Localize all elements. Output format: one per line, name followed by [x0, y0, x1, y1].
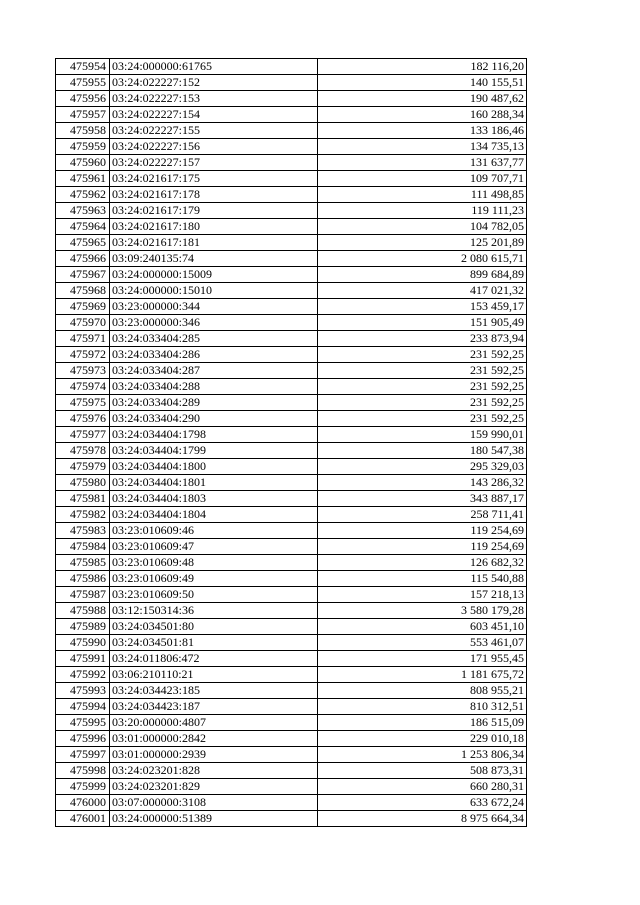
cadastral-number-cell: 03:23:010609:50 — [110, 587, 318, 603]
table-row — [56, 331, 527, 347]
row-number-cell: 475955 — [56, 75, 110, 91]
cadastral-number-cell: 03:23:010609:48 — [110, 555, 318, 571]
value-cell: 182 116,20 — [318, 59, 527, 75]
cadastral-number-cell: 03:24:021617:178 — [110, 187, 318, 203]
cadastral-number-cell: 03:23:010609:49 — [110, 571, 318, 587]
row-number-cell: 475967 — [56, 267, 110, 283]
table-row — [56, 91, 527, 107]
value-cell: 126 682,32 — [318, 555, 527, 571]
table-row — [56, 59, 527, 75]
row-number-cell: 475981 — [56, 491, 110, 507]
row-number-cell: 475979 — [56, 459, 110, 475]
table-row — [56, 523, 527, 539]
table-row — [56, 139, 527, 155]
table-row — [56, 123, 527, 139]
table-row — [56, 427, 527, 443]
cadastral-number-cell: 03:06:210110:21 — [110, 667, 318, 683]
cadastral-number-cell: 03:24:034404:1801 — [110, 475, 318, 491]
cadastral-number-cell: 03:24:000000:51389 — [110, 811, 318, 827]
value-cell: 810 312,51 — [318, 699, 527, 715]
row-number-cell: 475962 — [56, 187, 110, 203]
cadastral-number-cell: 03:24:033404:285 — [110, 331, 318, 347]
table-row — [56, 299, 527, 315]
table-row — [56, 363, 527, 379]
cadastral-number-cell: 03:24:022227:152 — [110, 75, 318, 91]
table-row — [56, 491, 527, 507]
table-row — [56, 347, 527, 363]
value-cell: 899 684,89 — [318, 267, 527, 283]
cadastral-number-cell: 03:24:011806:472 — [110, 651, 318, 667]
cadastral-number-cell: 03:24:033404:288 — [110, 379, 318, 395]
cadastral-number-cell: 03:24:034423:187 — [110, 699, 318, 715]
cadastral-number-cell: 03:24:034404:1798 — [110, 427, 318, 443]
value-cell: 109 707,71 — [318, 171, 527, 187]
table-row — [56, 267, 527, 283]
registry-table — [55, 58, 527, 827]
table-row — [56, 411, 527, 427]
value-cell: 134 735,13 — [318, 139, 527, 155]
table-row — [56, 619, 527, 635]
value-cell: 343 887,17 — [318, 491, 527, 507]
value-cell: 190 487,62 — [318, 91, 527, 107]
cadastral-number-cell: 03:09:240135:74 — [110, 251, 318, 267]
value-cell: 660 280,31 — [318, 779, 527, 795]
value-cell: 231 592,25 — [318, 411, 527, 427]
value-cell: 2 080 615,71 — [318, 251, 527, 267]
row-number-cell: 475971 — [56, 331, 110, 347]
value-cell: 229 010,18 — [318, 731, 527, 747]
value-cell: 808 955,21 — [318, 683, 527, 699]
row-number-cell: 475972 — [56, 347, 110, 363]
cadastral-number-cell: 03:24:034501:80 — [110, 619, 318, 635]
table-row — [56, 715, 527, 731]
row-number-cell: 475987 — [56, 587, 110, 603]
cadastral-number-cell: 03:01:000000:2939 — [110, 747, 318, 763]
row-number-cell: 475977 — [56, 427, 110, 443]
row-number-cell: 475994 — [56, 699, 110, 715]
cadastral-number-cell: 03:24:022227:157 — [110, 155, 318, 171]
table-row — [56, 251, 527, 267]
value-cell: 1 253 806,34 — [318, 747, 527, 763]
row-number-cell: 475989 — [56, 619, 110, 635]
row-number-cell: 475980 — [56, 475, 110, 491]
table-row — [56, 699, 527, 715]
row-number-cell: 476001 — [56, 811, 110, 827]
row-number-cell: 475999 — [56, 779, 110, 795]
value-cell: 8 975 664,34 — [318, 811, 527, 827]
table-row — [56, 747, 527, 763]
row-number-cell: 475975 — [56, 395, 110, 411]
table-row — [56, 667, 527, 683]
row-number-cell: 475998 — [56, 763, 110, 779]
row-number-cell: 475958 — [56, 123, 110, 139]
table-row — [56, 443, 527, 459]
row-number-cell: 475997 — [56, 747, 110, 763]
table-row — [56, 475, 527, 491]
value-cell: 119 111,23 — [318, 203, 527, 219]
cadastral-number-cell: 03:01:000000:2842 — [110, 731, 318, 747]
cadastral-number-cell: 03:24:000000:15009 — [110, 267, 318, 283]
row-number-cell: 475968 — [56, 283, 110, 299]
value-cell: 233 873,94 — [318, 331, 527, 347]
table-row — [56, 651, 527, 667]
cadastral-number-cell: 03:12:150314:36 — [110, 603, 318, 619]
table-row — [56, 507, 527, 523]
value-cell: 231 592,25 — [318, 363, 527, 379]
table-row — [56, 635, 527, 651]
row-number-cell: 475988 — [56, 603, 110, 619]
row-number-cell: 475970 — [56, 315, 110, 331]
table-row — [56, 603, 527, 619]
cadastral-number-cell: 03:23:000000:346 — [110, 315, 318, 331]
row-number-cell: 475976 — [56, 411, 110, 427]
cadastral-number-cell: 03:24:021617:181 — [110, 235, 318, 251]
table-row — [56, 171, 527, 187]
cadastral-number-cell: 03:24:033404:289 — [110, 395, 318, 411]
cadastral-number-cell: 03:24:022227:153 — [110, 91, 318, 107]
row-number-cell: 475983 — [56, 523, 110, 539]
cadastral-number-cell: 03:24:034404:1799 — [110, 443, 318, 459]
value-cell: 231 592,25 — [318, 379, 527, 395]
value-cell: 151 905,49 — [318, 315, 527, 331]
cadastral-number-cell: 03:24:034404:1803 — [110, 491, 318, 507]
table-row — [56, 731, 527, 747]
table-row — [56, 395, 527, 411]
table-row — [56, 555, 527, 571]
row-number-cell: 475954 — [56, 59, 110, 75]
table-row — [56, 75, 527, 91]
row-number-cell: 475992 — [56, 667, 110, 683]
table-row — [56, 235, 527, 251]
row-number-cell: 475985 — [56, 555, 110, 571]
value-cell: 231 592,25 — [318, 347, 527, 363]
row-number-cell: 476000 — [56, 795, 110, 811]
value-cell: 153 459,17 — [318, 299, 527, 315]
value-cell: 417 021,32 — [318, 283, 527, 299]
value-cell: 171 955,45 — [318, 651, 527, 667]
table-row — [56, 155, 527, 171]
cadastral-number-cell: 03:24:022227:155 — [110, 123, 318, 139]
cadastral-number-cell: 03:23:000000:344 — [110, 299, 318, 315]
value-cell: 231 592,25 — [318, 395, 527, 411]
cadastral-number-cell: 03:24:034404:1800 — [110, 459, 318, 475]
cadastral-number-cell: 03:24:034501:81 — [110, 635, 318, 651]
value-cell: 553 461,07 — [318, 635, 527, 651]
table-row — [56, 107, 527, 123]
row-number-cell: 475990 — [56, 635, 110, 651]
cadastral-number-cell: 03:07:000000:3108 — [110, 795, 318, 811]
value-cell: 133 186,46 — [318, 123, 527, 139]
value-cell: 160 288,34 — [318, 107, 527, 123]
row-number-cell: 475978 — [56, 443, 110, 459]
value-cell: 180 547,38 — [318, 443, 527, 459]
value-cell: 111 498,85 — [318, 187, 527, 203]
row-number-cell: 475960 — [56, 155, 110, 171]
value-cell: 295 329,03 — [318, 459, 527, 475]
row-number-cell: 475969 — [56, 299, 110, 315]
table-row — [56, 315, 527, 331]
value-cell: 131 637,77 — [318, 155, 527, 171]
row-number-cell: 475961 — [56, 171, 110, 187]
value-cell: 3 580 179,28 — [318, 603, 527, 619]
row-number-cell: 475956 — [56, 91, 110, 107]
value-cell: 186 515,09 — [318, 715, 527, 731]
registry-table-body — [56, 59, 527, 827]
value-cell: 508 873,31 — [318, 763, 527, 779]
cadastral-number-cell: 03:24:022227:156 — [110, 139, 318, 155]
table-row — [56, 187, 527, 203]
table-row — [56, 587, 527, 603]
cadastral-number-cell: 03:24:000000:15010 — [110, 283, 318, 299]
cadastral-number-cell: 03:24:023201:829 — [110, 779, 318, 795]
row-number-cell: 475966 — [56, 251, 110, 267]
value-cell: 603 451,10 — [318, 619, 527, 635]
cadastral-number-cell: 03:24:021617:175 — [110, 171, 318, 187]
value-cell: 115 540,88 — [318, 571, 527, 587]
row-number-cell: 475973 — [56, 363, 110, 379]
table-row — [56, 283, 527, 299]
cadastral-number-cell: 03:23:010609:47 — [110, 539, 318, 555]
cadastral-number-cell: 03:24:021617:179 — [110, 203, 318, 219]
value-cell: 140 155,51 — [318, 75, 527, 91]
cadastral-number-cell: 03:24:033404:287 — [110, 363, 318, 379]
table-row — [56, 779, 527, 795]
cadastral-number-cell: 03:24:034423:185 — [110, 683, 318, 699]
cadastral-number-cell: 03:24:034404:1804 — [110, 507, 318, 523]
value-cell: 1 181 675,72 — [318, 667, 527, 683]
row-number-cell: 475959 — [56, 139, 110, 155]
table-row — [56, 811, 527, 827]
table-row — [56, 219, 527, 235]
row-number-cell: 475995 — [56, 715, 110, 731]
table-row — [56, 203, 527, 219]
row-number-cell: 475996 — [56, 731, 110, 747]
row-number-cell: 475991 — [56, 651, 110, 667]
row-number-cell: 475974 — [56, 379, 110, 395]
cadastral-number-cell: 03:24:033404:286 — [110, 347, 318, 363]
cadastral-number-cell: 03:24:000000:61765 — [110, 59, 318, 75]
value-cell: 159 990,01 — [318, 427, 527, 443]
table-row — [56, 683, 527, 699]
value-cell: 104 782,05 — [318, 219, 527, 235]
value-cell: 258 711,41 — [318, 507, 527, 523]
row-number-cell: 475986 — [56, 571, 110, 587]
row-number-cell: 475964 — [56, 219, 110, 235]
value-cell: 633 672,24 — [318, 795, 527, 811]
row-number-cell: 475965 — [56, 235, 110, 251]
table-row — [56, 763, 527, 779]
cadastral-number-cell: 03:20:000000:4807 — [110, 715, 318, 731]
value-cell: 157 218,13 — [318, 587, 527, 603]
row-number-cell: 475963 — [56, 203, 110, 219]
table-row — [56, 379, 527, 395]
cadastral-number-cell: 03:24:021617:180 — [110, 219, 318, 235]
row-number-cell: 475984 — [56, 539, 110, 555]
value-cell: 125 201,89 — [318, 235, 527, 251]
cadastral-number-cell: 03:24:033404:290 — [110, 411, 318, 427]
cadastral-number-cell: 03:24:022227:154 — [110, 107, 318, 123]
table-row — [56, 795, 527, 811]
table-row — [56, 571, 527, 587]
cadastral-number-cell: 03:24:023201:828 — [110, 763, 318, 779]
table-row — [56, 459, 527, 475]
cadastral-number-cell: 03:23:010609:46 — [110, 523, 318, 539]
row-number-cell: 475993 — [56, 683, 110, 699]
row-number-cell: 475957 — [56, 107, 110, 123]
row-number-cell: 475982 — [56, 507, 110, 523]
table-row — [56, 539, 527, 555]
value-cell: 119 254,69 — [318, 523, 527, 539]
value-cell: 119 254,69 — [318, 539, 527, 555]
value-cell: 143 286,32 — [318, 475, 527, 491]
